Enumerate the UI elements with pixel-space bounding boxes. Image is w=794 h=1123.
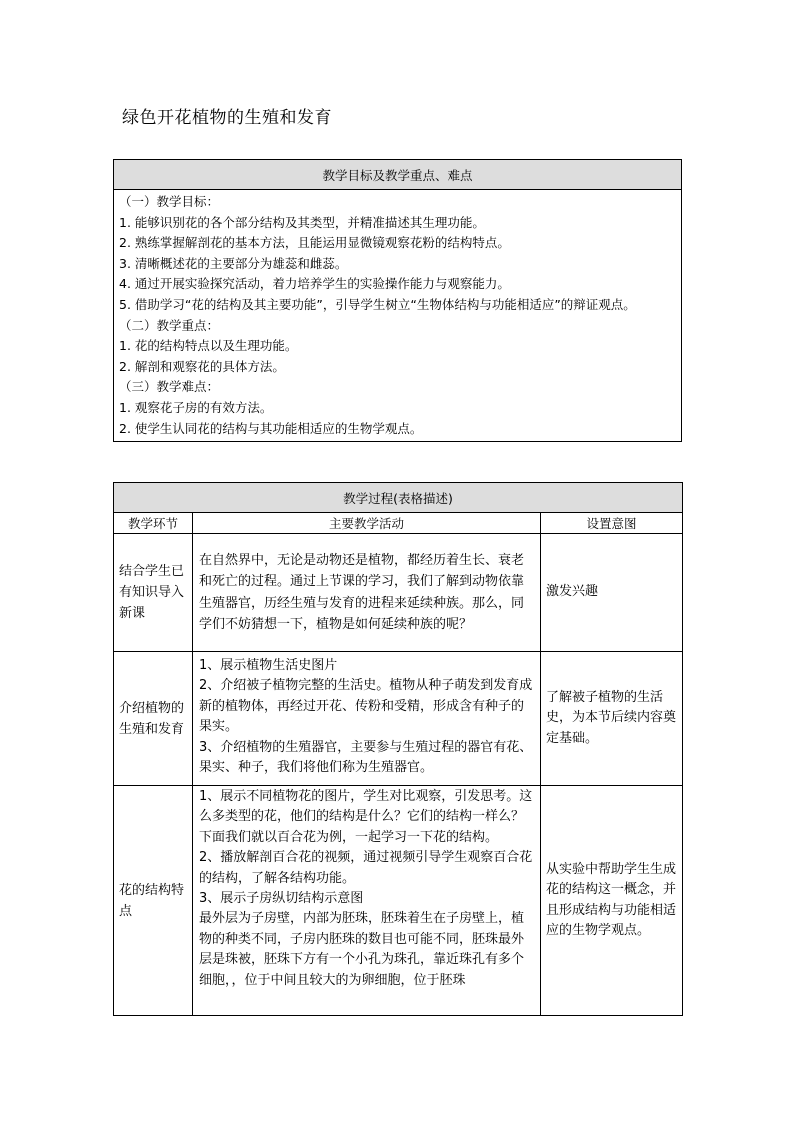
activity-paragraph: 3、展示子房纵切结构示意图 — [199, 891, 364, 907]
activities-clip — [199, 787, 534, 1011]
difficulties-heading: （三）教学难点： — [119, 379, 220, 395]
table-row — [114, 652, 683, 786]
process-table-header: 教学过程(表格描述) — [114, 483, 683, 513]
goals-heading: （一）教学目标： — [119, 194, 220, 209]
goal-item: 1. 能够识别花的各个部分结构及其类型，并精准描述其生理功能。 — [119, 214, 485, 230]
key-point-item: 1. 花的结构特点以及生理功能。 — [119, 338, 298, 354]
goal-item: 4. 通过开展实验探究活动，着力培养学生的实验操作能力与观察能力。 — [119, 276, 510, 292]
table-row — [114, 534, 683, 652]
key-point-item: 2. 解剖和观察花的具体方法。 — [119, 358, 285, 374]
document-title: 绿色开花植物的生殖和发育 — [122, 108, 332, 128]
activity-paragraph: 2、介绍被子植物完整的生活史。植物从种子萌发到发育成新的植物体，再经过开花、传粉和受精，形成含有种子的果实。 — [199, 678, 533, 735]
stage-cell: 花的结构特点 — [114, 786, 193, 1016]
purpose-cell: 从实验中帮助学生生成花的结构这一概念，并且形成结构与功能相适应的生物学观点。 — [541, 786, 683, 1016]
goal-item: 3. 清晰概述花的主要部分为雄蕊和雌蕊。 — [119, 255, 348, 271]
goal-item: 5. 借助学习“花的结构及其主要功能”，引导学生树立“生物体结构与功能相适应”的辩证观点。 — [119, 296, 636, 312]
difficulty-item: 2. 使学生认同花的结构与其功能相适应的生物学观点。 — [119, 420, 423, 436]
activity-paragraph: 在自然界中，无论是动物还是植物，都经历着生长、衰老和死亡的过程。通过上节课的学习，我们了解到动物依靠生殖器官，历经生殖与发育的进程来延续种族。那么，同学们不妨猜想一下，植物是如何延续种族的呢？ — [199, 552, 525, 632]
key-points-heading: （二）教学重点： — [119, 317, 220, 333]
column-header-activities: 主要教学活动 — [193, 513, 541, 534]
activities-cell — [193, 534, 541, 652]
column-header-stage: 教学环节 — [114, 513, 193, 534]
activities-cell — [193, 786, 541, 1016]
activity-paragraph: 3、介绍植物的生殖器官，主要参与生殖过程的器官有花、果实、种子，我们将他们称为生殖器官。 — [199, 739, 533, 776]
activity-paragraph: 1、展示不同植物花的图片，学生对比观察，引发思考。这么多类型的花，他们的结构是什么？它们的结构一样么？下面我们就以百合花为例，一起学习一下花的结构。 — [199, 789, 533, 845]
goals-table — [113, 159, 682, 442]
goals-table-header: 教学目标及教学重点、难点 — [114, 160, 682, 190]
goal-item: 2. 熟练掌握解剖花的基本方法，且能运用显微镜观察花粉的结构特点。 — [119, 235, 510, 251]
table-row — [114, 786, 683, 1016]
activity-paragraph: 1、展示植物生活史图片 — [199, 658, 338, 673]
activities-cell — [193, 652, 541, 786]
purpose-cell: 了解被子植物的生活史，为本节后续内容奠定基础。 — [541, 652, 683, 786]
activity-paragraph: 2、播放解剖百合花的视频，通过视频引导学生观察百合花的结构，了解各结构功能。 — [199, 850, 533, 886]
stage-cell: 结合学生已有知识导入新课 — [114, 534, 193, 652]
activity-paragraph: 最外层为子房壁，内部为胚珠，胚珠着生在子房壁上，植物的种类不同，子房内胚珠的数目也可能不同，胚珠最外层是珠被，胚珠下方有一个小孔为珠孔，靠近珠孔有多个细胞，，位于中间且较大的为卵细胞，位于胚珠 — [199, 911, 525, 988]
purpose-cell: 激发兴趣 — [541, 534, 683, 652]
goals-table-body — [114, 190, 682, 442]
difficulty-item: 1. 观察花子房的有效方法。 — [119, 399, 273, 415]
process-table — [113, 482, 683, 1016]
stage-cell: 介绍植物的生殖和发育 — [114, 652, 193, 786]
column-header-purpose: 设置意图 — [541, 513, 683, 534]
